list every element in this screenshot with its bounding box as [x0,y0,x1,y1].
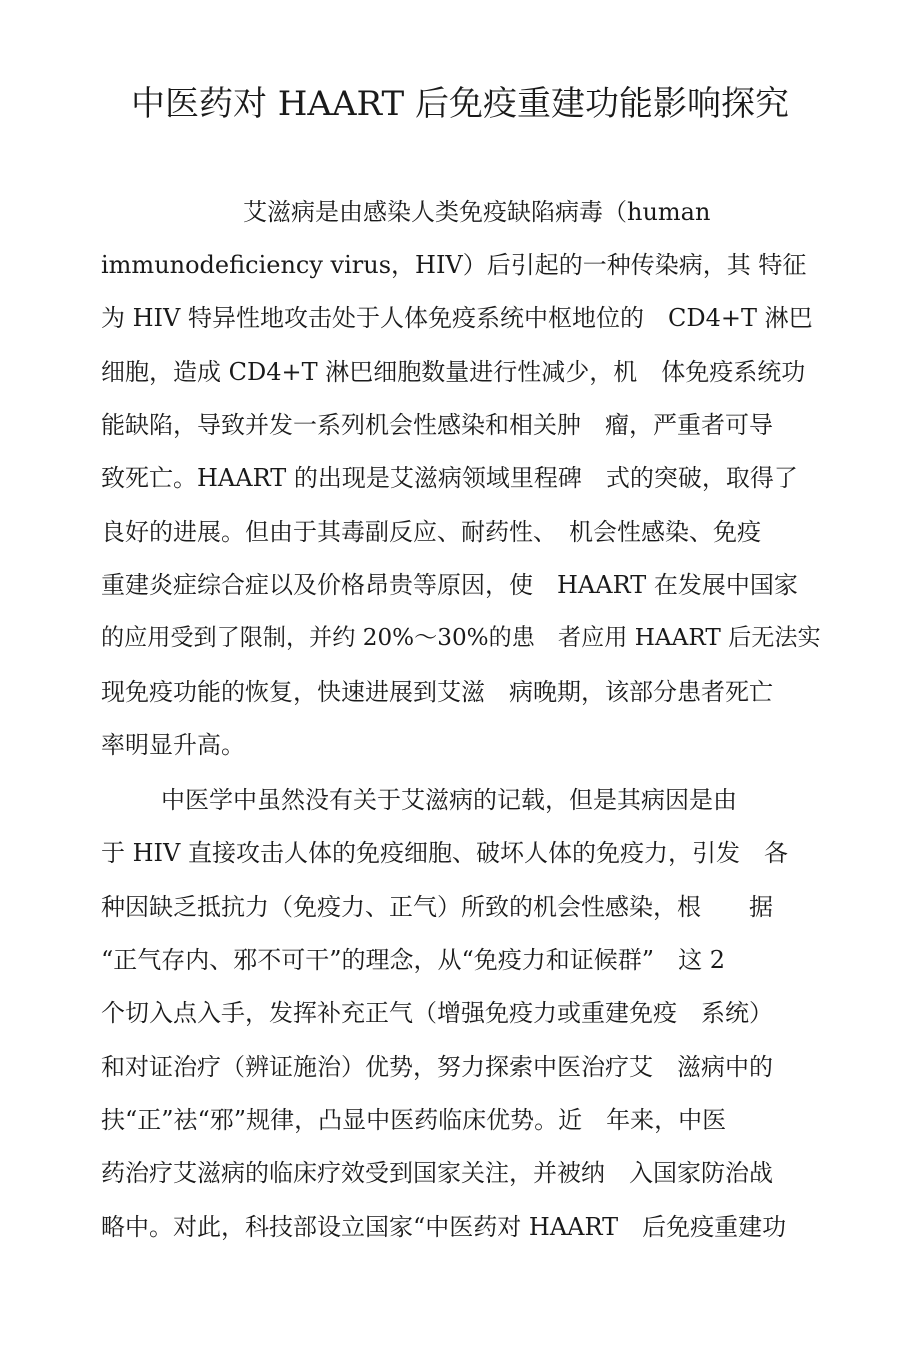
paragraph-2-line-6: 和对证治疗（辨证施治）优势，努力探索中医治疗艾 滋病中的 [101,1053,773,1081]
paragraph-2-line-2: 于 HIV 直接攻击人体的免疫细胞、破坏人体的免疫力，引发 各 [101,839,788,867]
paragraph-1-line-5: 能缺陷，导致并发一系列机会性感染和相关肿 瘤，严重者可导 [101,411,773,439]
paragraph-2-line-7: 扶“正”祛“邪”规律，凸显中医药临床优势。近 年来，中医 [101,1106,727,1134]
paragraph-2-line-9: 略中。对此，科技部设立国家“中医药对 HAART 后免疫重建功 [101,1213,787,1241]
paragraph-1-line-2: immunodeficiency virus，HIV）后引起的一种传染病，其 特征 [101,251,807,279]
paragraph-1-line-4: 细胞，造成 CD4+T 淋巴细胞数量进行性减少，机 体免疫系统功 [101,358,806,386]
paragraph-1-line-1: 艾滋病是由感染人类免疫缺陷病毒（human [243,198,711,226]
paragraph-2-line-5: 个切入点入手，发挥补充正气（增强免疫力或重建免疫 系统） [101,999,773,1027]
paragraph-1-line-8: 重建炎症综合症以及价格昂贵等原因，使 HAART 在发展中国家 [101,571,798,599]
paragraph-1-line-7: 良好的进展。但由于其毒副反应、耐药性、 机会性感染、免疫 [101,518,761,546]
paragraph-2-line-1: 中医学中虽然没有关于艾滋病的记载，但是其病因是由 [161,786,737,814]
paragraph-1-line-11: 率明显升高。 [101,731,245,759]
document-title: 中医药对 HAART 后免疫重建功能影响探究 [130,84,790,124]
paragraph-2-line-8: 药治疗艾滋病的临床疗效受到国家关注，并被纳 入国家防治战 [101,1159,773,1187]
paragraph-2-line-4: “正气存内、邪不可干”的理念，从“免疫力和证候群” 这 2 [101,946,725,974]
paragraph-2-line-3: 种因缺乏抵抗力（免疫力、正气）所致的机会性感染，根 据 [101,893,773,921]
paragraph-1-line-9: 的应用受到了限制，并约 20%～30%的患 者应用 HAART 后无法实 [101,625,821,651]
paragraph-1-line-3: 为 HIV 特异性地攻击处于人体免疫系统中枢地位的 CD4+T 淋巴 [101,304,813,332]
paragraph-1-line-10: 现免疫功能的恢复，快速进展到艾滋 病晚期，该部分患者死亡 [101,678,773,706]
paragraph-1-line-6: 致死亡。HAART 的出现是艾滋病领域里程碑 式的突破，取得了 [101,464,798,492]
